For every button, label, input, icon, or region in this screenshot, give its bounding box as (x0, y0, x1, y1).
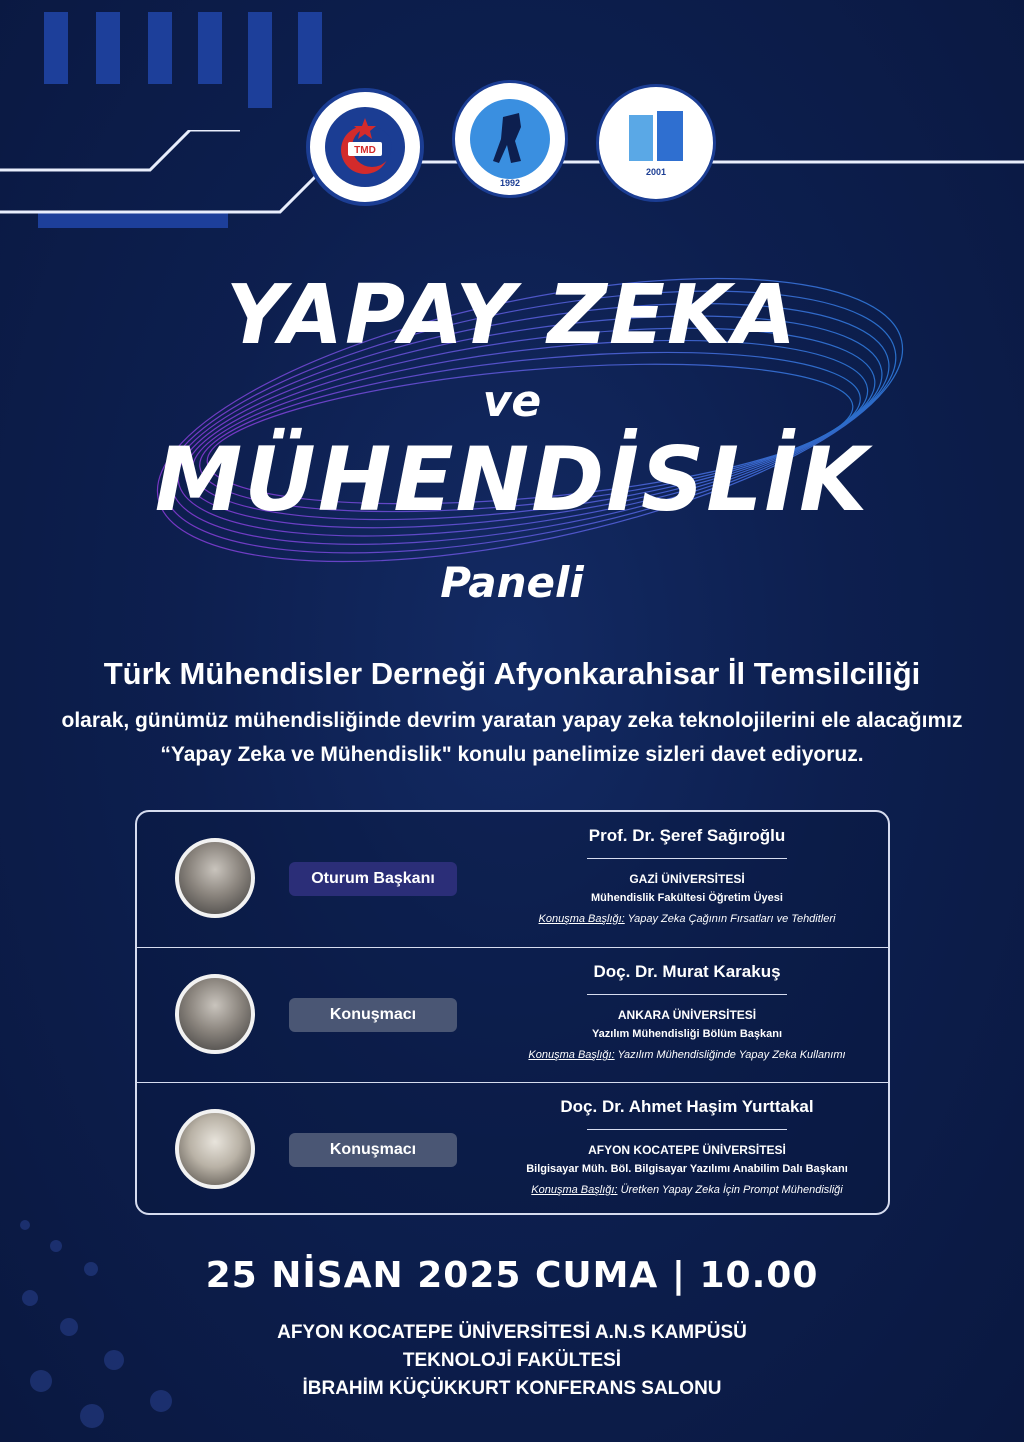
speaker-name: Doç. Dr. Ahmet Haşim Yurttakal (560, 1097, 814, 1116)
role-badge: Oturum Başkanı (289, 862, 457, 896)
speaker-university: AFYON KOCATEPE ÜNİVERSİTESİ (588, 1143, 786, 1157)
speaker-university: ANKARA ÜNİVERSİTESİ (617, 1008, 757, 1022)
divider (587, 858, 787, 859)
speaker-row (137, 1082, 888, 1218)
tmd-logo (306, 88, 424, 206)
intro-heading: Türk Mühendisler Derneği Afyonkarahisar İl Temsilciliği (103, 656, 921, 691)
engineering-faculty-logo (596, 84, 716, 202)
divider (587, 994, 787, 995)
speaker-name: Prof. Dr. Şeref Sağıroğlu (588, 826, 786, 845)
event-date: 25 NİSAN 2025 CUMA | 10.00 (205, 1255, 819, 1296)
venue-line-3: İBRAHİM KÜÇÜKKURT KONFERANS SALONU (302, 1378, 722, 1399)
talk-title: Üretken Yapay Zeka İçin Prompt Mühendisliği (620, 1184, 843, 1196)
talk-label: Konuşma Başlığı: (538, 913, 625, 925)
talk-label: Konuşma Başlığı: (528, 1049, 615, 1061)
aku-logo (452, 80, 568, 198)
talk-title: Yapay Zeka Çağının Fırsatları ve Tehditleri (627, 913, 836, 925)
svg-text:1992: 1992 (499, 178, 521, 188)
speaker-talk (497, 1184, 877, 1196)
intro-body: olarak, günümüz mühendisliğinde devrim yaratan yapay zeka teknolojilerini ele alacağımız “Yapay Zeka ve Mühendislik" konulu panelimize sizleri davet ediyoruz. (61, 709, 963, 766)
title-line-4: Paneli (440, 558, 584, 607)
speaker-panel (135, 810, 890, 1215)
svg-text:2001: 2001 (645, 167, 667, 177)
divider (587, 1129, 787, 1130)
speaker-row (137, 812, 888, 947)
speaker-photo (175, 974, 255, 1054)
venue-line-1: AFYON KOCATEPE ÜNİVERSİTESİ A.N.S KAMPÜSÜ (277, 1322, 747, 1343)
role-badge: Konuşmacı (289, 1133, 457, 1167)
title-line-2: ve (482, 376, 542, 427)
speaker-talk (497, 913, 877, 925)
speaker-name: Doç. Dr. Murat Karakuş (593, 962, 781, 981)
speaker-university: GAZİ ÜNİVERSİTESİ (629, 872, 745, 886)
speaker-row (137, 947, 888, 1083)
role-badge: Konuşmacı (289, 998, 457, 1032)
speaker-photo (175, 838, 255, 918)
title-line-3: MÜHENDİSLİK (154, 428, 870, 531)
title-line-1: YAPAY ZEKA (225, 268, 799, 363)
speaker-position: Bilgisayar Müh. Böl. Bilgisayar Yazılımı Anabilim Dalı Başkanı (526, 1163, 848, 1175)
svg-text:TMD: TMD (354, 145, 376, 156)
speaker-talk (497, 1049, 877, 1061)
talk-label: Konuşma Başlığı: (531, 1184, 618, 1196)
speaker-photo (175, 1109, 255, 1189)
venue-line-2: TEKNOLOJİ FAKÜLTESİ (402, 1350, 622, 1371)
talk-title: Yazılım Mühendisliğinde Yapay Zeka Kullanımı (617, 1049, 846, 1061)
speaker-position: Mühendislik Fakültesi Öğretim Üyesi (591, 892, 783, 904)
speaker-position: Yazılım Mühendisliği Bölüm Başkanı (591, 1028, 783, 1040)
